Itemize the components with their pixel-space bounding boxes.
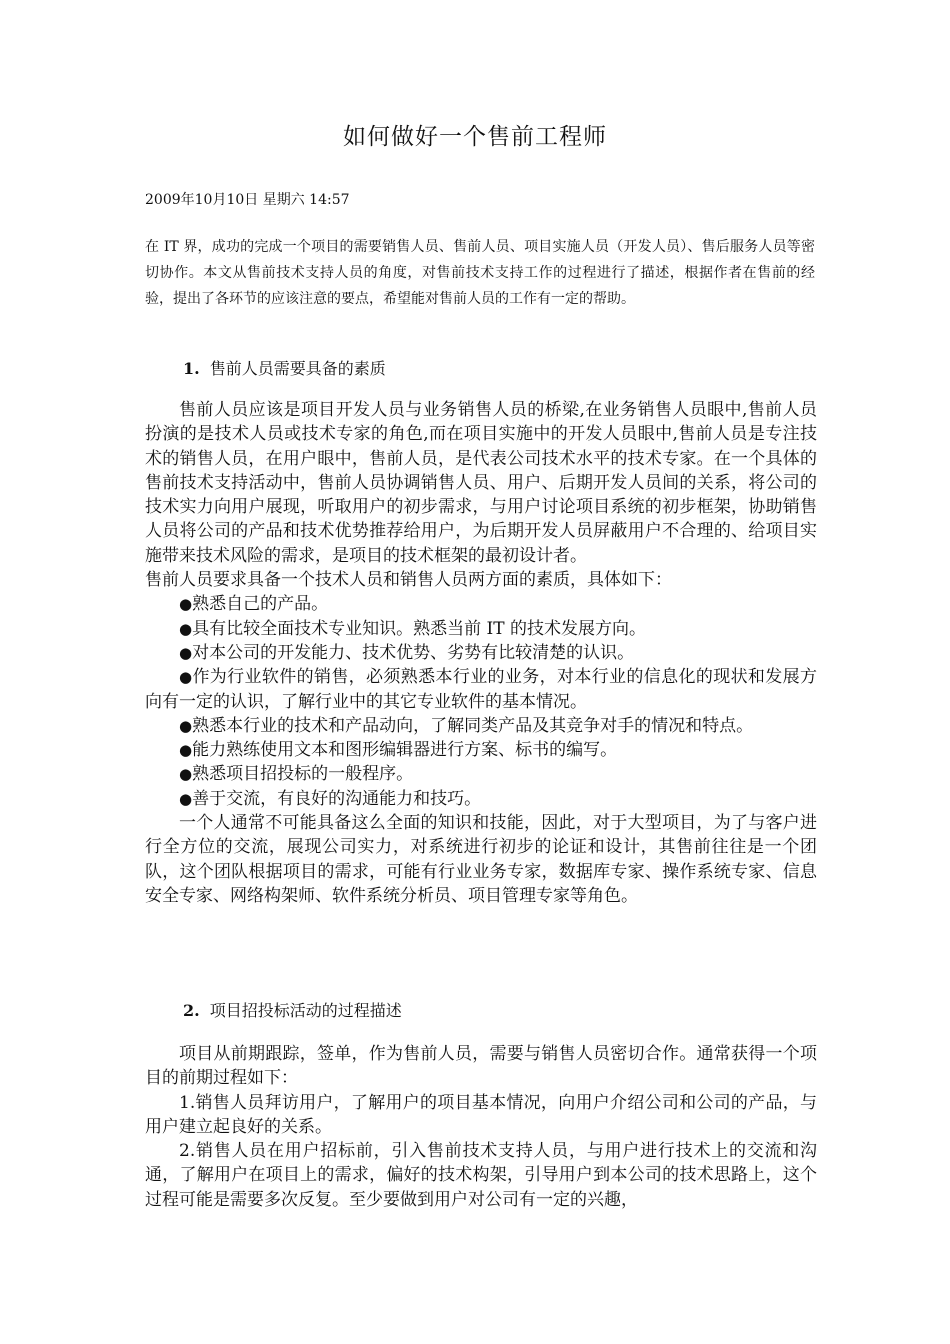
bullet-icon: ● — [179, 716, 193, 735]
section-title: 项目招投标活动的过程描述 — [209, 1001, 402, 1020]
bullet-icon: ● — [179, 595, 193, 614]
paragraph: 售前人员应该是项目开发人员与业务销售人员的桥梁,在业务销售人员眼中,售前人员扮演的是技术人员或技术专家的角色,而在项目实施中的开发人员眼中,售前人员是专注技术的销售人员，在用户眼中，售前人员，是代表公司技术水平的技术专家。在一个具体的售前技术支持活动中，售前人员协调销售人员、用户、后期开发人员间的关系，将公司的技术实力向用户展现，听取用户的初步需求，与用户讨论项目系统的初步框架，协助销售人员将公司的产品和技术优势推荐给用户，为后期开发人员屏蔽用户不合理的、给项目实施带来技术风险的需求，是项目的技术框架的最初设计者。 — [145, 400, 817, 566]
bullet-icon: ● — [179, 668, 193, 687]
list-item: ●熟悉本行业的技术和产品动向，了解同类产品及其竞争对手的情况和特点。 — [179, 715, 754, 736]
list-item: ●善于交流，有良好的沟通能力和技巧。 — [179, 788, 482, 809]
section-title: 售前人员需要具备的素质 — [209, 359, 386, 378]
section-heading-1 — [183, 356, 386, 379]
list-item: ●对本公司的开发能力、技术优势、劣势有比较清楚的认识。 — [179, 642, 635, 663]
bullet-icon: ● — [179, 741, 193, 760]
bullet-icon: ● — [179, 619, 193, 638]
section-heading-2 — [183, 998, 402, 1021]
list-item: ●作为行业软件的销售，必须熟悉本行业的业务，对本行业的信息化的现状和发展方向有一定的认识，了解行业中的其它专业软件的基本情况。 — [145, 667, 817, 712]
section-body-2 — [145, 1042, 817, 1212]
paragraph: 售前人员要求具备一个技术人员和销售人员两方面的素质，具体如下： — [145, 570, 672, 591]
section-body-1 — [145, 398, 817, 908]
list-item: ●具有比较全面技术专业知识。熟悉当前 IT 的技术发展方向。 — [179, 618, 646, 639]
section-number: 2. — [183, 1001, 200, 1020]
document-date: 2009年10月10日 星期六 14:57 — [145, 192, 350, 208]
bullet-icon: ● — [179, 789, 193, 808]
list-item: ●熟悉自己的产品。 — [179, 594, 329, 615]
paragraph: 项目从前期跟踪，签单，作为售前人员，需要与销售人员密切合作。通常获得一个项目的前期过程如下： — [145, 1044, 817, 1089]
section-number: 1. — [183, 359, 200, 378]
paragraph: 1.销售人员拜访用户，了解用户的项目基本情况，向用户介绍公司和公司的产品，与用户建立起良好的关系。 — [145, 1092, 817, 1137]
bullet-icon: ● — [179, 643, 193, 662]
bullet-icon: ● — [179, 765, 193, 784]
paragraph: 一个人通常不可能具备这么全面的知识和技能，因此，对于大型项目，为了与客户进行全方位的交流，展现公司实力，对系统进行初步的论证和设计，其售前往往是一个团队，这个团队根据项目的需求，可能有行业业务专家，数据库专家、操作系统专家、信息安全专家、网络构架师、软件系统分析员、项目管理专家等角色。 — [145, 813, 817, 906]
paragraph: 2.销售人员在用户招标前，引入售前技术支持人员，与用户进行技术上的交流和沟通，了解用户在项目上的需求，偏好的技术构架，引导用户到本公司的技术思路上，这个过程可能是需要多次反复。至少要做到用户对公司有一定的兴趣， — [145, 1141, 817, 1210]
abstract-paragraph: 在 IT 界，成功的完成一个项目的需要销售人员、售前人员、项目实施人员（开发人员）、售后服务人员等密切协作。本文从售前技术支持人员的角度，对售前技术支持工作的过程进行了描述，根据作者在售前的经验，提出了各环节的应该注意的要点，希望能对售前人员的工作有一定的帮助。 — [145, 239, 815, 307]
list-item: ●能力熟练使用文本和图形编辑器进行方案、标书的编写。 — [179, 740, 618, 761]
list-item: ●熟悉项目招投标的一般程序。 — [179, 764, 414, 785]
document-title: 如何做好一个售前工程师 — [343, 124, 607, 150]
